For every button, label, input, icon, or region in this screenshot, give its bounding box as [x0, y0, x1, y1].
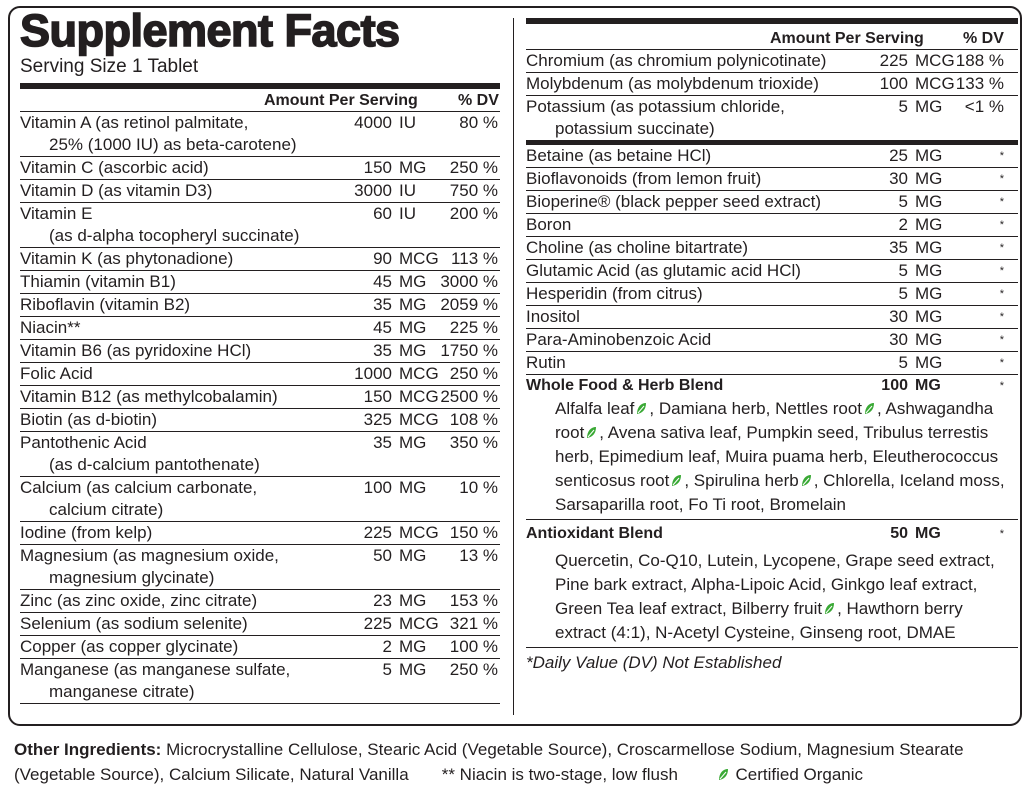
organic-leaf-icon [801, 470, 812, 483]
nutrient-name: Molybdenum (as molybdenum trioxide) [526, 74, 819, 93]
nutrient-dv: 225 % [449, 318, 498, 337]
nutrient-amount: 225 [363, 523, 392, 542]
nutrient-name-continued: (as d-alpha tocopheryl succinate) [49, 226, 300, 245]
nutrient-unit: MG [399, 433, 427, 452]
column-header [526, 27, 1018, 50]
other-ingredients-text: Microcrystalline Cellulose, Stearic Acid (Vegetable Source), Croscarmellose Sodium, Magnesium Stearate (Vegetable Source), Calcium Silicate, Natural Vanilla [14, 740, 964, 784]
nutrient-unit: MCG [915, 51, 955, 70]
nutrient-name: Vitamin K (as phytonadione) [20, 249, 234, 268]
nutrient-dv: * [999, 265, 1004, 277]
nutrient-unit: MG [915, 353, 943, 372]
nutrient-amount: 30 [889, 307, 908, 326]
nutrient-amount: 150 [363, 387, 392, 406]
nutrient-row [20, 203, 500, 248]
nutrient-dv: <1 % [964, 97, 1004, 116]
nutrient-dv: 3000 % [440, 272, 498, 291]
antioxidant-blend [526, 523, 1018, 648]
nutrient-dv: 321 % [449, 614, 498, 633]
blend-ingredients [526, 397, 1018, 517]
nutrient-amount: 4000 [354, 113, 392, 132]
nutrient-unit: IU [399, 181, 416, 200]
nutrient-amount: 35 [373, 341, 392, 360]
nutrient-amount: 100 [879, 74, 908, 93]
nutrient-row [526, 96, 1018, 141]
nutrient-amount: 325 [363, 410, 392, 429]
serving-size: Serving Size 1 Tablet [20, 56, 199, 77]
nutrient-name: Folic Acid [20, 364, 93, 383]
right-column [526, 18, 1018, 674]
nutrient-dv: * [999, 242, 1004, 254]
nutrient-amount: 5 [898, 97, 908, 116]
nutrient-name-continued: manganese citrate) [49, 682, 195, 701]
nutrient-amount: 225 [363, 614, 392, 633]
nutrient-row [20, 294, 500, 317]
blend-name: Antioxidant Blend [526, 525, 663, 542]
nutrient-dv: 80 % [459, 113, 498, 132]
nutrient-name-continued: potassium succinate) [555, 119, 715, 138]
nutrient-name: Vitamin B12 (as methylcobalamin) [20, 387, 278, 406]
nutrient-name: Riboflavin (vitamin B2) [20, 295, 191, 314]
nutrient-dv: 200 % [449, 204, 498, 223]
nutrient-row [20, 636, 500, 659]
nutrient-unit: MCG [399, 614, 439, 633]
nutrient-row [526, 214, 1018, 237]
organic-leaf-icon [718, 763, 729, 776]
niacin-note: ** Niacin is two-stage, low flush [441, 765, 678, 784]
nutrient-dv: * [999, 288, 1004, 300]
nutrient-amount: 100 [363, 478, 392, 497]
other-ingredients [14, 737, 1024, 787]
nutrient-name: Rutin [526, 353, 566, 372]
ingredient-text: , Ashwagandha root [555, 399, 994, 442]
nutrient-name: Magnesium (as magnesium oxide, [20, 546, 279, 565]
nutrient-row [526, 237, 1018, 260]
dv-header: % DV [458, 92, 499, 109]
nutrient-name: Niacin** [20, 318, 81, 337]
nutrient-row [20, 317, 500, 340]
nutrient-unit: MG [399, 341, 427, 360]
nutrient-amount: 60 [373, 204, 392, 223]
nutrient-name: Manganese (as manganese sulfate, [20, 660, 291, 679]
nutrient-name: Pantothenic Acid [20, 433, 147, 452]
ingredient-text: , Avena sativa leaf, Pumpkin seed, Tribulus terrestis herb, Epimedium leaf, Muira puama herb, Eleutherococcus senticosus root [555, 423, 999, 490]
column-header [20, 89, 500, 112]
nutrient-unit: MG [399, 158, 427, 177]
nutrient-dv: 188 % [955, 51, 1004, 70]
left-nutrient-list [20, 112, 500, 704]
nutrient-name: Thiamin (vitamin B1) [20, 272, 176, 291]
blend-unit: MG [915, 525, 941, 542]
panel-title: Supplement Facts [20, 5, 400, 56]
nutrient-row [20, 545, 500, 590]
nutrient-name: Calcium (as calcium carbonate, [20, 478, 258, 497]
nutrient-name: Glutamic Acid (as glutamic acid HCl) [526, 261, 801, 280]
nutrient-dv: * [999, 334, 1004, 346]
nutrient-row [20, 248, 500, 271]
nutrient-name: Bioflavonoids (from lemon fruit) [526, 169, 762, 188]
nutrient-row [526, 191, 1018, 214]
nutrient-amount: 35 [889, 238, 908, 257]
nutrient-name: Vitamin D (as vitamin D3) [20, 181, 213, 200]
blend-amount: 100 [881, 377, 908, 394]
nutrient-amount: 5 [898, 192, 908, 211]
nutrient-dv: 100 % [449, 637, 498, 656]
nutrient-dv: 10 % [459, 478, 498, 497]
nutrient-unit: MG [915, 215, 943, 234]
nutrient-amount: 25 [889, 146, 908, 165]
dv-header: % DV [963, 30, 1004, 47]
nutrient-unit: MCG [915, 74, 955, 93]
nutrient-dv: 250 % [449, 158, 498, 177]
ingredient-text: , Chlorella, Iceland moss, Sarsaparilla root, Fo Ti root, Bromelain [555, 471, 1005, 514]
nutrient-unit: MG [915, 192, 943, 211]
nutrient-dv: 250 % [449, 660, 498, 679]
amount-per-serving-header: Amount Per Serving [264, 92, 418, 109]
organic-leaf-icon [586, 422, 597, 435]
nutrient-name: Copper (as copper glycinate) [20, 637, 239, 656]
nutrient-amount: 2 [898, 215, 908, 234]
thick-rule [526, 18, 1018, 24]
nutrient-row [20, 180, 500, 203]
nutrient-row [20, 340, 500, 363]
nutrient-unit: MG [399, 318, 427, 337]
nutrient-amount: 30 [889, 330, 908, 349]
nutrient-unit: MG [915, 238, 943, 257]
nutrient-name-continued: calcium citrate) [49, 500, 164, 519]
nutrient-amount: 1000 [354, 364, 392, 383]
nutrient-row [20, 271, 500, 294]
nutrient-dv: 13 % [459, 546, 498, 565]
nutrient-name: Vitamin A (as retinol palmitate, [20, 113, 249, 132]
nutrient-name: Hesperidin (from citrus) [526, 284, 703, 303]
nutrient-unit: MCG [399, 364, 439, 383]
nutrient-dv: 133 % [955, 74, 1004, 93]
blend-name: Whole Food & Herb Blend [526, 377, 724, 394]
organic-leaf-icon [636, 398, 647, 411]
nutrient-amount: 5 [898, 353, 908, 372]
nutrient-unit: MG [399, 478, 427, 497]
nutrient-row [526, 260, 1018, 283]
nutrient-row [526, 329, 1018, 352]
ingredient-text: , Hawthorn berry extract (4:1), N-Acetyl Cysteine, Ginseng root, DMAE [555, 599, 963, 642]
nutrient-name: Selenium (as sodium selenite) [20, 614, 248, 633]
nutrient-name: Potassium (as potassium chloride, [526, 97, 785, 116]
organic-leaf-icon [864, 398, 875, 411]
nutrient-unit: MG [915, 307, 943, 326]
nutrient-name: Betaine (as betaine HCl) [526, 146, 712, 165]
nutrient-unit: MG [915, 146, 943, 165]
dv-footnote: *Daily Value (DV) Not Established [526, 653, 782, 672]
nutrient-row [526, 306, 1018, 329]
nutrient-unit: MCG [399, 410, 439, 429]
nutrient-dv: 2500 % [440, 387, 498, 406]
blend-dv: * [999, 528, 1004, 540]
nutrient-unit: MG [399, 637, 427, 656]
ingredient-text: Alfalfa leaf [555, 399, 635, 418]
nutrient-row [526, 73, 1018, 96]
column-divider [513, 18, 514, 715]
right-nutrient-list-dv [526, 50, 1018, 141]
ingredient-text: Quercetin, Co-Q10, Lutein, Lycopene, Grape seed extract, Pine bark extract, Alpha-Lipoic Acid, Ginkgo leaf extract, Green Tea leaf extract, Bilberry fruit [555, 551, 995, 618]
nutrient-name: Boron [526, 215, 572, 234]
nutrient-dv: * [999, 219, 1004, 231]
nutrient-unit: MG [915, 330, 943, 349]
nutrient-row [526, 145, 1018, 168]
nutrient-unit: MG [399, 660, 427, 679]
nutrient-amount: 150 [363, 158, 392, 177]
right-nutrient-list-no-dv [526, 145, 1018, 375]
nutrient-row [526, 168, 1018, 191]
nutrient-row [20, 477, 500, 522]
nutrient-unit: MG [399, 546, 427, 565]
nutrient-name: Zinc (as zinc oxide, zinc citrate) [20, 591, 258, 610]
nutrient-row [526, 352, 1018, 375]
nutrient-dv: 153 % [449, 591, 498, 610]
nutrient-amount: 45 [373, 272, 392, 291]
nutrient-row [20, 409, 500, 432]
ingredient-text: , Spirulina herb [684, 471, 799, 490]
organic-leaf-icon [671, 470, 682, 483]
nutrient-unit: IU [399, 113, 416, 132]
nutrient-unit: MCG [399, 523, 439, 542]
nutrient-row [20, 386, 500, 409]
blend-unit: MG [915, 377, 941, 394]
nutrient-amount: 35 [373, 433, 392, 452]
nutrient-amount: 5 [382, 660, 392, 679]
nutrient-name-continued: 25% (1000 IU) as beta-carotene) [49, 135, 297, 154]
certified-organic-note: Certified Organic [735, 765, 864, 784]
nutrient-row [526, 50, 1018, 73]
nutrient-dv: 2059 % [440, 295, 498, 314]
nutrient-name: Vitamin B6 (as pyridoxine HCl) [20, 341, 252, 360]
nutrient-name: Chromium (as chromium polynicotinate) [526, 51, 827, 70]
nutrient-dv: 108 % [449, 410, 498, 429]
ingredient-text: , Damiana herb, Nettles root [649, 399, 862, 418]
amount-per-serving-header: Amount Per Serving [770, 30, 924, 47]
nutrient-amount: 5 [898, 261, 908, 280]
nutrient-name-continued: (as d-calcium pantothenate) [49, 455, 260, 474]
whole-food-herb-blend [526, 375, 1018, 520]
nutrient-unit: MCG [399, 387, 439, 406]
nutrient-unit: MG [915, 261, 943, 280]
nutrient-name: Choline (as choline bitartrate) [526, 238, 749, 257]
nutrient-name: Vitamin E [20, 204, 93, 223]
nutrient-amount: 2 [382, 637, 392, 656]
nutrient-dv: * [999, 311, 1004, 323]
nutrient-row [20, 432, 500, 477]
nutrient-row [20, 363, 500, 386]
nutrient-row [20, 157, 500, 180]
nutrient-unit: MG [399, 295, 427, 314]
other-ingredients-label: Other Ingredients: [14, 740, 162, 759]
nutrient-unit: IU [399, 204, 416, 223]
nutrient-dv: * [999, 150, 1004, 162]
nutrient-unit: MG [915, 97, 943, 116]
nutrient-amount: 35 [373, 295, 392, 314]
nutrient-name-continued: magnesium glycinate) [49, 568, 215, 587]
nutrient-name: Biotin (as d-biotin) [20, 410, 158, 429]
nutrient-unit: MCG [399, 249, 439, 268]
nutrient-amount: 225 [879, 51, 908, 70]
nutrient-dv: 1750 % [440, 341, 498, 360]
left-column [20, 5, 500, 704]
nutrient-amount: 3000 [354, 181, 392, 200]
nutrient-unit: MG [915, 169, 943, 188]
nutrient-dv: 113 % [451, 249, 498, 268]
nutrient-dv: * [999, 173, 1004, 185]
nutrient-amount: 50 [373, 546, 392, 565]
blend-ingredients [526, 549, 1018, 645]
nutrient-row [20, 613, 500, 636]
nutrient-dv: 750 % [449, 181, 498, 200]
nutrient-row [526, 283, 1018, 306]
nutrient-row [20, 522, 500, 545]
nutrient-dv: * [999, 196, 1004, 208]
nutrient-row [20, 112, 500, 157]
nutrient-name: Inositol [526, 307, 580, 326]
nutrient-amount: 90 [373, 249, 392, 268]
nutrient-name: Iodine (from kelp) [20, 523, 153, 542]
nutrient-unit: MG [399, 591, 427, 610]
nutrient-unit: MG [915, 284, 943, 303]
nutrient-dv: 350 % [449, 433, 498, 452]
nutrient-name: Vitamin C (ascorbic acid) [20, 158, 209, 177]
nutrient-name: Para-Aminobenzoic Acid [526, 330, 712, 349]
blend-dv: * [999, 380, 1004, 392]
nutrient-row [20, 659, 500, 704]
nutrient-row [20, 590, 500, 613]
nutrient-amount: 45 [373, 318, 392, 337]
nutrient-amount: 23 [373, 591, 392, 610]
organic-leaf-icon [824, 598, 835, 611]
nutrient-dv: * [999, 357, 1004, 369]
nutrient-dv: 250 % [449, 364, 498, 383]
nutrient-amount: 5 [898, 284, 908, 303]
nutrient-dv: 150 % [449, 523, 498, 542]
nutrient-amount: 30 [889, 169, 908, 188]
blend-amount: 50 [890, 525, 908, 542]
nutrient-name: Bioperine® (black pepper seed extract) [526, 192, 822, 211]
nutrient-unit: MG [399, 272, 427, 291]
